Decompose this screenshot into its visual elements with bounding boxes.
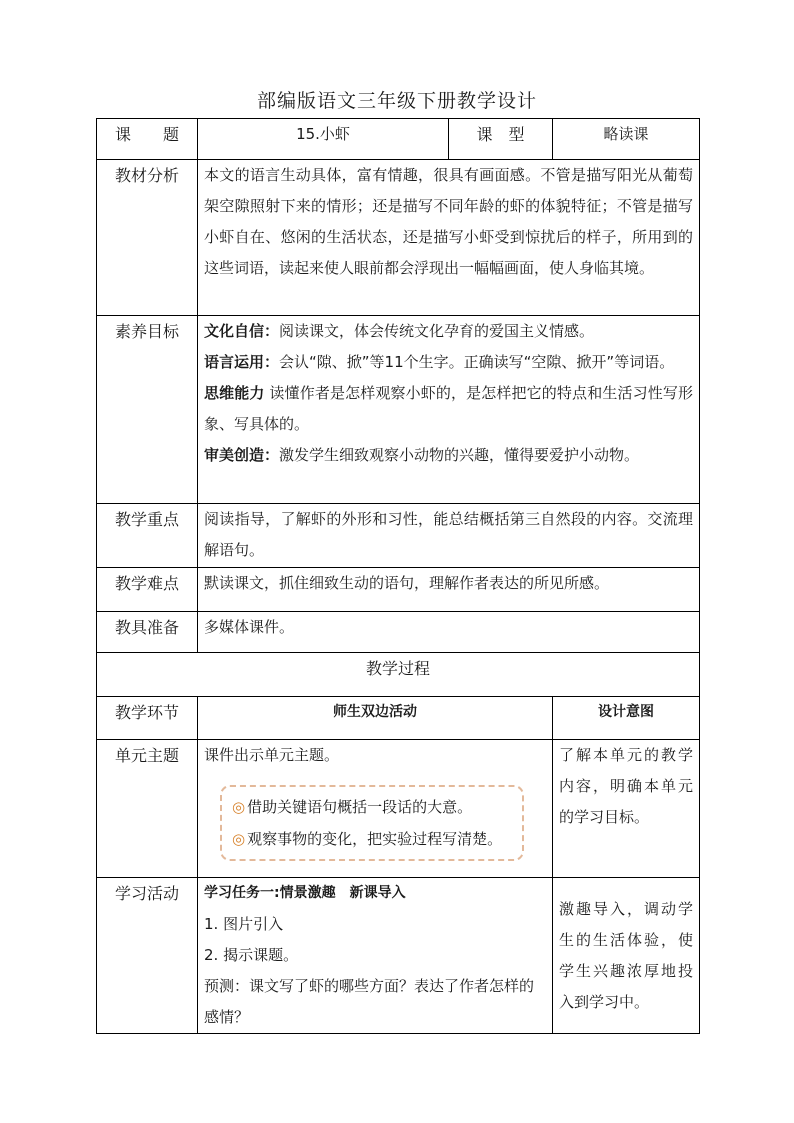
process-header-row [97, 697, 700, 740]
key-points-text: 阅读指导，了解虾的外形和习性，能总结概括第三自然段的内容。交流理解语句。 [198, 504, 700, 568]
difficulties-text: 默读课文，抓住细致生动的语句，理解作者表达的所见所感。 [198, 568, 700, 612]
goal-head: 思维能力 [204, 384, 265, 402]
topic-value: 15.小虾 [198, 119, 449, 160]
goal-text: 阅读课文，体会传统文化孕育的爱国主义情感。 [279, 322, 595, 340]
goal-head: 文化自信： [204, 322, 280, 340]
unit-theme-intro: 课件出示单元主题。 [204, 746, 340, 764]
activity-column-header: 师生双边活动 [198, 697, 553, 740]
topic-label: 课 题 [97, 119, 198, 160]
analysis-text: 本文的语言生动具体，富有情趣，很具有画面感。不管是描写阳光从葡萄架空隙照射下来的情形；还是描写不同年龄的虾的体貌特征；不管是描写小虾自在、悠闲的生活状态，还是描写小虾受到惊扰后的样子，所用到的这些词语，读起来使人眼前都会浮现出一幅幅画面，使人身临其境。 [198, 160, 700, 316]
process-title: 教学过程 [97, 653, 700, 697]
task-step: 1. 图片引入 [204, 915, 284, 933]
goal-item [204, 378, 693, 440]
analysis-label: 教材分析 [97, 160, 198, 316]
type-label: 课 型 [449, 119, 553, 160]
materials-text: 多媒体课件。 [198, 612, 700, 653]
unit-theme-label: 单元主题 [97, 740, 198, 878]
task-title: 学习任务一:情景激趣 新课导入 [204, 885, 406, 901]
unit-theme-dashed-frame [220, 785, 524, 861]
difficulties-row [97, 568, 700, 612]
goal-item [204, 316, 693, 347]
learning-intent: 激趣导入，调动学生的生活体验，使学生兴趣浓厚地投入到学习中。 [553, 878, 700, 1034]
materials-label: 教具准备 [97, 612, 198, 653]
lesson-plan-table [96, 118, 700, 1034]
goal-head: 语言运用： [204, 353, 280, 371]
goal-item [204, 440, 693, 471]
materials-row [97, 612, 700, 653]
document-title: 部编版语文三年级下册教学设计 [256, 90, 537, 112]
goal-text: 激发学生细致观察小动物的兴趣，懂得要爱护小动物。 [279, 446, 640, 464]
intent-column-header: 设计意图 [553, 697, 700, 740]
analysis-row [97, 160, 700, 316]
unit-theme-row [97, 740, 700, 878]
goal-head: 审美创造： [204, 446, 280, 464]
unit-theme-activity [198, 740, 553, 878]
unit-theme-bullet-text: 借助关键语句概括一段话的大意。 [247, 798, 473, 816]
learning-label: 学习活动 [97, 878, 198, 1034]
unit-theme-intent: 了解本单元的教学内容，明确本单元的学习目标。 [553, 740, 700, 878]
process-title-row [97, 653, 700, 697]
goal-item [204, 347, 693, 378]
type-value: 略读课 [553, 119, 700, 160]
task-step: 2. 揭示课题。 [204, 946, 299, 964]
key-points-label: 教学重点 [97, 504, 198, 568]
topic-row [97, 119, 700, 160]
goal-text: 会认“隙、掀”等11个生字。正确读写“空隙、掀开”等词语。 [279, 353, 675, 371]
unit-theme-bullet-text: 观察事物的变化，把实验过程写清楚。 [247, 830, 503, 848]
difficulties-label: 教学难点 [97, 568, 198, 612]
goal-text: 读懂作者是怎样观察小虾的，是怎样把它的特点和生活习性写形象、写具体的。 [204, 384, 693, 433]
goals-label: 素养目标 [97, 316, 198, 504]
circle-bullet-icon: ◎ [232, 798, 246, 816]
circle-bullet-icon: ◎ [232, 830, 246, 848]
stage-column-header: 教学环节 [97, 697, 198, 740]
goals-row [97, 316, 700, 504]
goals-content [198, 316, 700, 504]
task-prediction: 预测：课文写了虾的哪些方面？表达了作者怎样的感情？ [204, 977, 535, 1026]
learning-activity [198, 878, 553, 1034]
unit-theme-bullet [232, 823, 512, 855]
learning-row [97, 878, 700, 1034]
unit-theme-bullet [232, 791, 512, 823]
key-points-row [97, 504, 700, 568]
